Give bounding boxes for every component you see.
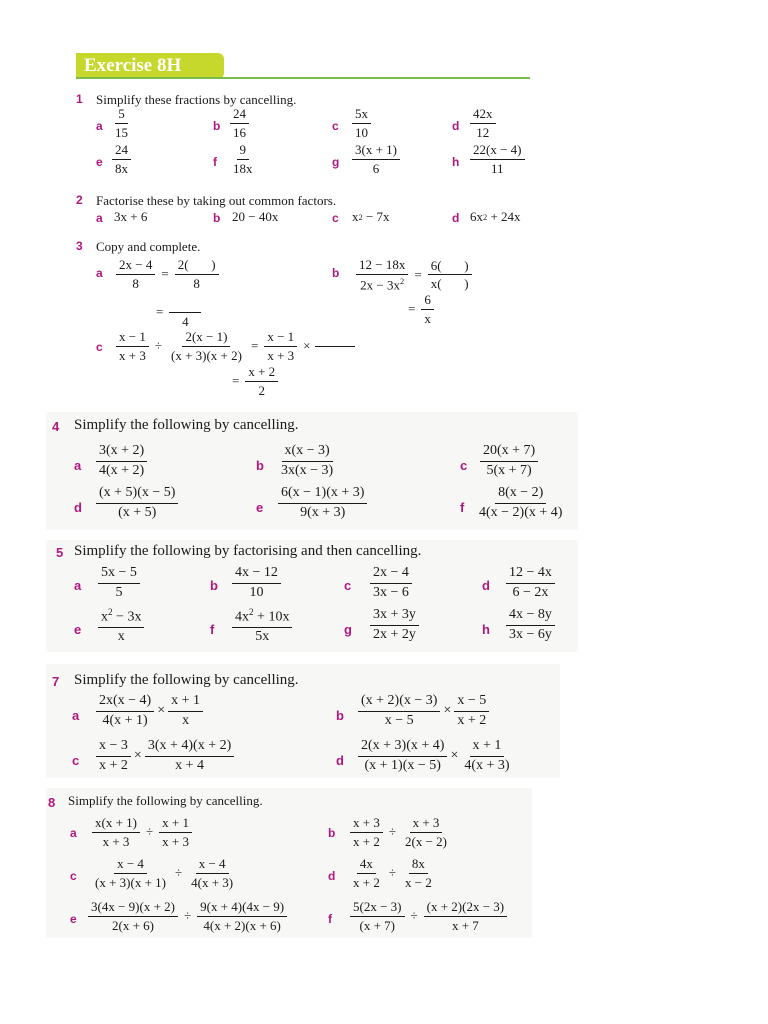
divide-sign: ÷ xyxy=(174,865,183,881)
fraction xyxy=(168,330,245,362)
denominator xyxy=(357,275,407,292)
q7-number: 7 xyxy=(52,674,60,689)
q8-expr-e xyxy=(86,900,289,932)
denominator: 2 xyxy=(258,382,266,398)
q2-label-a: a xyxy=(96,211,103,225)
denominator: 6 xyxy=(372,160,380,176)
fraction xyxy=(98,608,144,645)
denominator: 6 − 2x xyxy=(512,584,549,600)
divide-sign: ÷ xyxy=(410,908,418,924)
q5-label-g: g xyxy=(344,622,352,637)
fraction xyxy=(470,107,496,139)
fraction xyxy=(480,444,538,478)
fraction xyxy=(428,259,472,291)
denominator-text: 2x − 3x xyxy=(360,276,400,292)
q1-expr-b xyxy=(228,107,251,139)
q5-expr-f xyxy=(230,608,294,645)
q5-label-a: a xyxy=(74,578,82,593)
q5-expr-b xyxy=(230,566,283,600)
numerator: 6(x − 1)(x + 3) xyxy=(278,486,367,504)
numerator: x + 3 xyxy=(410,816,443,833)
numerator: 8(x − 2) xyxy=(495,486,546,504)
fraction xyxy=(278,444,336,478)
numerator: 5x xyxy=(352,107,371,124)
numerator: x(x + 1) xyxy=(92,816,140,833)
q5-expr-g xyxy=(368,608,421,642)
divide-sign: ÷ xyxy=(388,824,396,840)
q4-panel xyxy=(46,412,578,530)
equals-sign: = xyxy=(156,304,164,320)
fraction xyxy=(159,816,192,848)
numerator: x + 1 xyxy=(470,739,505,757)
q8-label-b: b xyxy=(328,826,336,840)
fraction xyxy=(112,143,131,175)
numerator: x(x − 3) xyxy=(282,444,333,462)
fraction xyxy=(402,857,435,889)
times-sign: × xyxy=(157,703,166,719)
denominator: 18x xyxy=(233,160,253,176)
denominator: x + 7 xyxy=(451,917,479,933)
q4-expr-f xyxy=(474,486,567,520)
numerator: 42x xyxy=(470,107,496,124)
denominator: x + 3 xyxy=(267,347,295,363)
denominator: 10 xyxy=(355,124,368,140)
denominator: 3x(x − 3) xyxy=(281,462,334,478)
q1-expr-e xyxy=(110,143,133,175)
denominator: x + 2 xyxy=(457,712,487,728)
numerator: 9(x + 4)(4x − 9) xyxy=(197,900,287,917)
fraction xyxy=(352,143,400,175)
numerator: 5(2x − 3) xyxy=(350,900,405,917)
q5-expr-d xyxy=(504,566,557,600)
numerator: 9 xyxy=(237,143,250,160)
fraction xyxy=(370,608,419,642)
q3-prompt: Copy and complete. xyxy=(96,239,201,254)
numerator: x − 1 xyxy=(116,330,149,347)
q1-label-d: d xyxy=(452,119,460,133)
q1-expr-g xyxy=(350,143,402,175)
denominator: x + 3 xyxy=(102,833,130,849)
denominator: 4(x + 3) xyxy=(464,757,510,773)
q3b-line1 xyxy=(354,258,474,292)
numerator: 24 xyxy=(230,107,249,124)
denominator: 4(x + 3) xyxy=(191,874,234,890)
fraction xyxy=(116,258,155,290)
numerator: 20(x + 7) xyxy=(480,444,538,462)
equals-sign: = xyxy=(232,373,240,389)
divide-sign: ÷ xyxy=(183,908,192,924)
q3-label-a: a xyxy=(96,266,103,280)
q3c-line1 xyxy=(114,330,355,362)
denominator: x xyxy=(117,629,125,645)
q4-label-d: d xyxy=(74,500,82,515)
numerator: 3x + 3y xyxy=(370,608,419,626)
denominator: 15 xyxy=(115,124,128,140)
q2-label-d: d xyxy=(452,211,460,225)
numerator: 3(x + 1) xyxy=(352,143,400,160)
equals-sign: = xyxy=(161,266,169,282)
q5-panel xyxy=(46,540,578,652)
fraction xyxy=(476,486,565,520)
q8-prompt: Simplify the following by cancelling. xyxy=(68,793,263,808)
q4-number: 4 xyxy=(52,419,60,434)
q2-label-b: b xyxy=(213,211,221,225)
fraction xyxy=(264,330,297,362)
fraction xyxy=(356,258,408,292)
answer-fraction xyxy=(169,296,201,329)
term-base: 6x xyxy=(470,209,483,224)
denominator: x + 3 xyxy=(162,833,189,849)
fraction xyxy=(88,900,178,932)
numerator: 4x − 8y xyxy=(506,608,555,626)
numerator: x − 3 xyxy=(96,739,131,757)
q5-number: 5 xyxy=(56,545,64,560)
q7-label-c: c xyxy=(72,753,80,768)
exponent: 2 xyxy=(249,607,254,617)
q4-prompt: Simplify the following by cancelling. xyxy=(74,417,299,433)
blank-fraction[interactable] xyxy=(315,345,355,347)
denominator: x − 2 xyxy=(404,874,432,890)
q3b-line2 xyxy=(404,293,436,325)
divide-sign: ÷ xyxy=(146,824,154,840)
fraction xyxy=(358,694,440,728)
fraction xyxy=(352,107,371,139)
numerator: x + 1 xyxy=(168,694,203,712)
numerator: 5 xyxy=(115,107,128,124)
q1-label-a: a xyxy=(96,119,103,133)
numerator: 12 − 4x xyxy=(506,566,555,584)
q4-expr-c xyxy=(478,444,540,478)
numerator: 3(x + 4)(x + 2) xyxy=(145,739,234,757)
denominator: x xyxy=(424,310,431,326)
denominator: 2(x + 6) xyxy=(111,917,154,933)
q1-label-c: c xyxy=(332,119,339,133)
term-rest: + 24x xyxy=(487,209,521,224)
denominator: (x + 3)(x + 2) xyxy=(170,347,242,363)
denominator: x( ) xyxy=(430,276,469,292)
denominator: x xyxy=(182,712,190,728)
fraction xyxy=(96,444,147,478)
q1-label-e: e xyxy=(96,155,103,169)
q8-expr-c xyxy=(90,857,238,889)
q2-expr-c xyxy=(352,209,390,225)
denominator: 11 xyxy=(490,160,504,176)
fraction xyxy=(92,816,140,848)
q8-panel xyxy=(46,788,532,938)
q4-label-e: e xyxy=(256,500,264,515)
q8-number: 8 xyxy=(48,795,56,810)
fraction xyxy=(175,258,219,290)
q8-expr-d xyxy=(348,857,437,889)
denominator: 9(x + 3) xyxy=(300,504,346,520)
q3-label-b: b xyxy=(332,266,340,280)
q1-expr-a xyxy=(110,107,133,139)
numerator: 2x − 4 xyxy=(370,566,412,584)
numerator: 6 xyxy=(421,293,434,310)
fraction xyxy=(232,608,292,645)
exponent: 2 xyxy=(399,275,405,286)
fraction xyxy=(96,694,154,728)
denominator: 2(x − 2) xyxy=(404,833,447,849)
q4-label-f: f xyxy=(460,500,465,515)
q5-label-e: e xyxy=(74,622,82,637)
denominator: 2x + 2y xyxy=(373,626,416,642)
q5-expr-a xyxy=(96,566,142,600)
q2-expr-a: 3x + 6 xyxy=(114,209,148,224)
fraction xyxy=(370,566,412,600)
q7-expr-d xyxy=(356,739,515,773)
q8-label-c: c xyxy=(70,869,77,883)
fraction xyxy=(350,900,405,932)
denominator: 8x xyxy=(115,160,128,176)
fraction xyxy=(424,900,507,932)
title-rule xyxy=(76,77,530,79)
q3c-line2 xyxy=(228,365,280,397)
q1-expr-d xyxy=(468,107,498,139)
term-base: 4x xyxy=(235,609,249,625)
numerator: 2x − 4 xyxy=(116,258,155,275)
q4-expr-d xyxy=(94,486,180,520)
q8-label-a: a xyxy=(70,826,77,840)
fraction xyxy=(454,694,489,728)
q2-label-c: c xyxy=(332,211,339,225)
denominator: 16 xyxy=(233,124,246,140)
numerator: 4x xyxy=(357,857,376,874)
numerator: 12 − 18x xyxy=(356,258,408,275)
denominator: 10 xyxy=(249,584,264,600)
denominator: 8 xyxy=(132,275,139,291)
equals-sign: = xyxy=(250,338,259,354)
numerator: 3(4x − 9)(x + 2) xyxy=(88,900,178,917)
q7-expr-b xyxy=(356,694,491,728)
q5-label-b: b xyxy=(210,578,218,593)
fraction xyxy=(506,608,555,642)
q1-number: 1 xyxy=(76,92,83,106)
numerator: 22(x − 4) xyxy=(470,143,525,160)
denominator: x + 2 xyxy=(99,757,128,773)
fraction xyxy=(230,107,249,139)
numerator: x + 3 xyxy=(350,816,383,833)
q2-prompt: Factorise these by taking out common factors. xyxy=(96,193,337,208)
numerator: (x + 2)(x − 3) xyxy=(358,694,440,712)
q5-label-c: c xyxy=(344,578,352,593)
numerator: x − 4 xyxy=(114,857,147,874)
term-rest: + 10x xyxy=(253,609,290,625)
q8-label-d: d xyxy=(328,869,336,883)
q7-label-b: b xyxy=(336,708,344,723)
q3a-line1 xyxy=(114,258,221,290)
q1-expr-c xyxy=(350,107,373,139)
q7-prompt: Simplify the following by cancelling. xyxy=(74,672,299,688)
denominator: x + 2 xyxy=(353,874,380,890)
denominator: (x + 7) xyxy=(359,917,395,933)
q4-label-c: c xyxy=(460,458,468,473)
numerator: x − 1 xyxy=(264,330,297,347)
fraction xyxy=(112,107,131,139)
q1-label-g: g xyxy=(332,155,340,169)
fraction xyxy=(470,143,525,175)
fraction xyxy=(350,816,383,848)
denominator: (x + 3)(x + 1) xyxy=(95,874,166,890)
exponent: 2 xyxy=(358,212,363,222)
q2-expr-b: 20 − 40x xyxy=(232,209,279,224)
q4-label-b: b xyxy=(256,458,264,473)
term-base: x xyxy=(352,209,359,224)
denominator: x + 4 xyxy=(175,757,204,773)
q7-panel xyxy=(46,664,560,778)
q3-label-c: c xyxy=(96,340,103,354)
denominator: 12 xyxy=(476,124,490,140)
denominator: (x + 1)(x − 5) xyxy=(364,757,441,773)
denominator: 5 xyxy=(115,584,123,600)
fraction xyxy=(232,566,281,600)
term-rest: − 7x xyxy=(362,209,390,224)
numerator xyxy=(232,608,292,628)
q1-expr-f xyxy=(228,143,258,175)
denominator: 4(x + 2)(x + 6) xyxy=(203,917,281,933)
q3-number: 3 xyxy=(76,239,83,253)
denominator: x + 2 xyxy=(353,833,380,849)
q1-expr-h xyxy=(468,143,527,175)
fraction xyxy=(402,816,450,848)
fraction xyxy=(421,293,434,325)
times-sign: × xyxy=(303,338,311,354)
times-sign: × xyxy=(133,748,142,764)
q4-label-a: a xyxy=(74,458,82,473)
q5-expr-h xyxy=(504,608,557,642)
q2-expr-d xyxy=(470,209,521,225)
times-sign: × xyxy=(443,703,452,719)
equals-sign: = xyxy=(414,266,422,282)
equals-sign: = xyxy=(408,301,416,317)
q8-expr-f xyxy=(348,900,509,932)
denominator: 5(x + 7) xyxy=(486,462,532,478)
numerator: 4x − 12 xyxy=(232,566,281,584)
denominator: 8 xyxy=(193,275,200,291)
denominator: 4(x + 1) xyxy=(102,712,148,728)
q8-label-f: f xyxy=(328,912,332,926)
divide-sign: ÷ xyxy=(154,338,162,354)
numerator: 2(x − 1) xyxy=(182,330,230,347)
fraction xyxy=(145,739,234,773)
fraction xyxy=(358,739,447,773)
divide-sign: ÷ xyxy=(388,865,396,881)
fraction xyxy=(197,900,287,932)
blank-numerator[interactable] xyxy=(169,296,201,313)
term-base: x xyxy=(101,609,108,625)
numerator: x − 4 xyxy=(196,857,229,874)
fraction xyxy=(116,330,149,362)
q7-label-d: d xyxy=(336,753,344,768)
denominator: x − 5 xyxy=(384,712,414,728)
numerator: x − 5 xyxy=(454,694,489,712)
q8-expr-a xyxy=(90,816,194,848)
q4-expr-e xyxy=(276,486,369,520)
q7-label-a: a xyxy=(72,708,80,723)
fraction xyxy=(92,857,169,889)
q8-expr-b xyxy=(348,816,452,848)
q5-prompt: Simplify the following by factorising and then cancelling. xyxy=(74,543,422,559)
fraction xyxy=(506,566,555,600)
denominator: 4 xyxy=(182,314,189,329)
denominator: (x + 5) xyxy=(118,504,157,520)
numerator: 5x − 5 xyxy=(98,566,140,584)
fraction xyxy=(230,143,256,175)
exercise-title: Exercise 8H xyxy=(84,55,182,76)
q5-label-d: d xyxy=(482,578,490,593)
numerator: 2(x + 3)(x + 4) xyxy=(358,739,447,757)
term-rest: − 3x xyxy=(112,609,142,625)
denominator: 3x − 6y xyxy=(509,626,552,642)
fraction xyxy=(245,365,278,397)
q8-label-e: e xyxy=(70,912,77,926)
q2-number: 2 xyxy=(76,193,83,207)
fraction xyxy=(96,486,178,520)
q5-expr-c xyxy=(368,566,414,600)
exponent: 2 xyxy=(483,212,488,222)
times-sign: × xyxy=(450,748,459,764)
denominator: 4(x − 2)(x + 4) xyxy=(479,504,563,520)
exponent: 2 xyxy=(108,607,113,617)
q1-prompt: Simplify these fractions by cancelling. xyxy=(96,92,297,107)
fraction xyxy=(278,486,367,520)
numerator: x + 2 xyxy=(245,365,278,382)
numerator: 2x(x − 4) xyxy=(96,694,154,712)
numerator: (x + 2)(2x − 3) xyxy=(424,900,507,917)
q7-expr-c xyxy=(94,739,236,773)
numerator: 8x xyxy=(409,857,428,874)
q1-label-b: b xyxy=(213,119,221,133)
fraction xyxy=(188,857,236,889)
q4-expr-a xyxy=(94,444,149,478)
numerator: (x + 5)(x − 5) xyxy=(96,486,178,504)
q5-expr-e xyxy=(96,608,146,645)
denominator: 5x xyxy=(255,629,270,645)
denominator: x + 3 xyxy=(119,347,146,363)
numerator: 2( ) xyxy=(175,258,219,275)
numerator: 24 xyxy=(112,143,131,160)
denominator: 4(x + 2) xyxy=(99,462,145,478)
numerator xyxy=(98,608,144,628)
q4-expr-b xyxy=(276,444,338,478)
q5-label-f: f xyxy=(210,622,215,637)
q1-label-h: h xyxy=(452,155,460,169)
fraction xyxy=(461,739,512,773)
fraction xyxy=(98,566,140,600)
numerator: 6( ) xyxy=(428,259,472,276)
numerator: 3(x + 2) xyxy=(96,444,147,462)
q1-label-f: f xyxy=(213,155,217,169)
numerator: x + 1 xyxy=(159,816,192,833)
fraction xyxy=(350,857,383,889)
fraction xyxy=(96,739,131,773)
q3a-line2 xyxy=(152,296,203,329)
q7-expr-a xyxy=(94,694,205,728)
denominator: 3x − 6 xyxy=(373,584,409,600)
fraction xyxy=(168,694,203,728)
q5-label-h: h xyxy=(482,622,490,637)
